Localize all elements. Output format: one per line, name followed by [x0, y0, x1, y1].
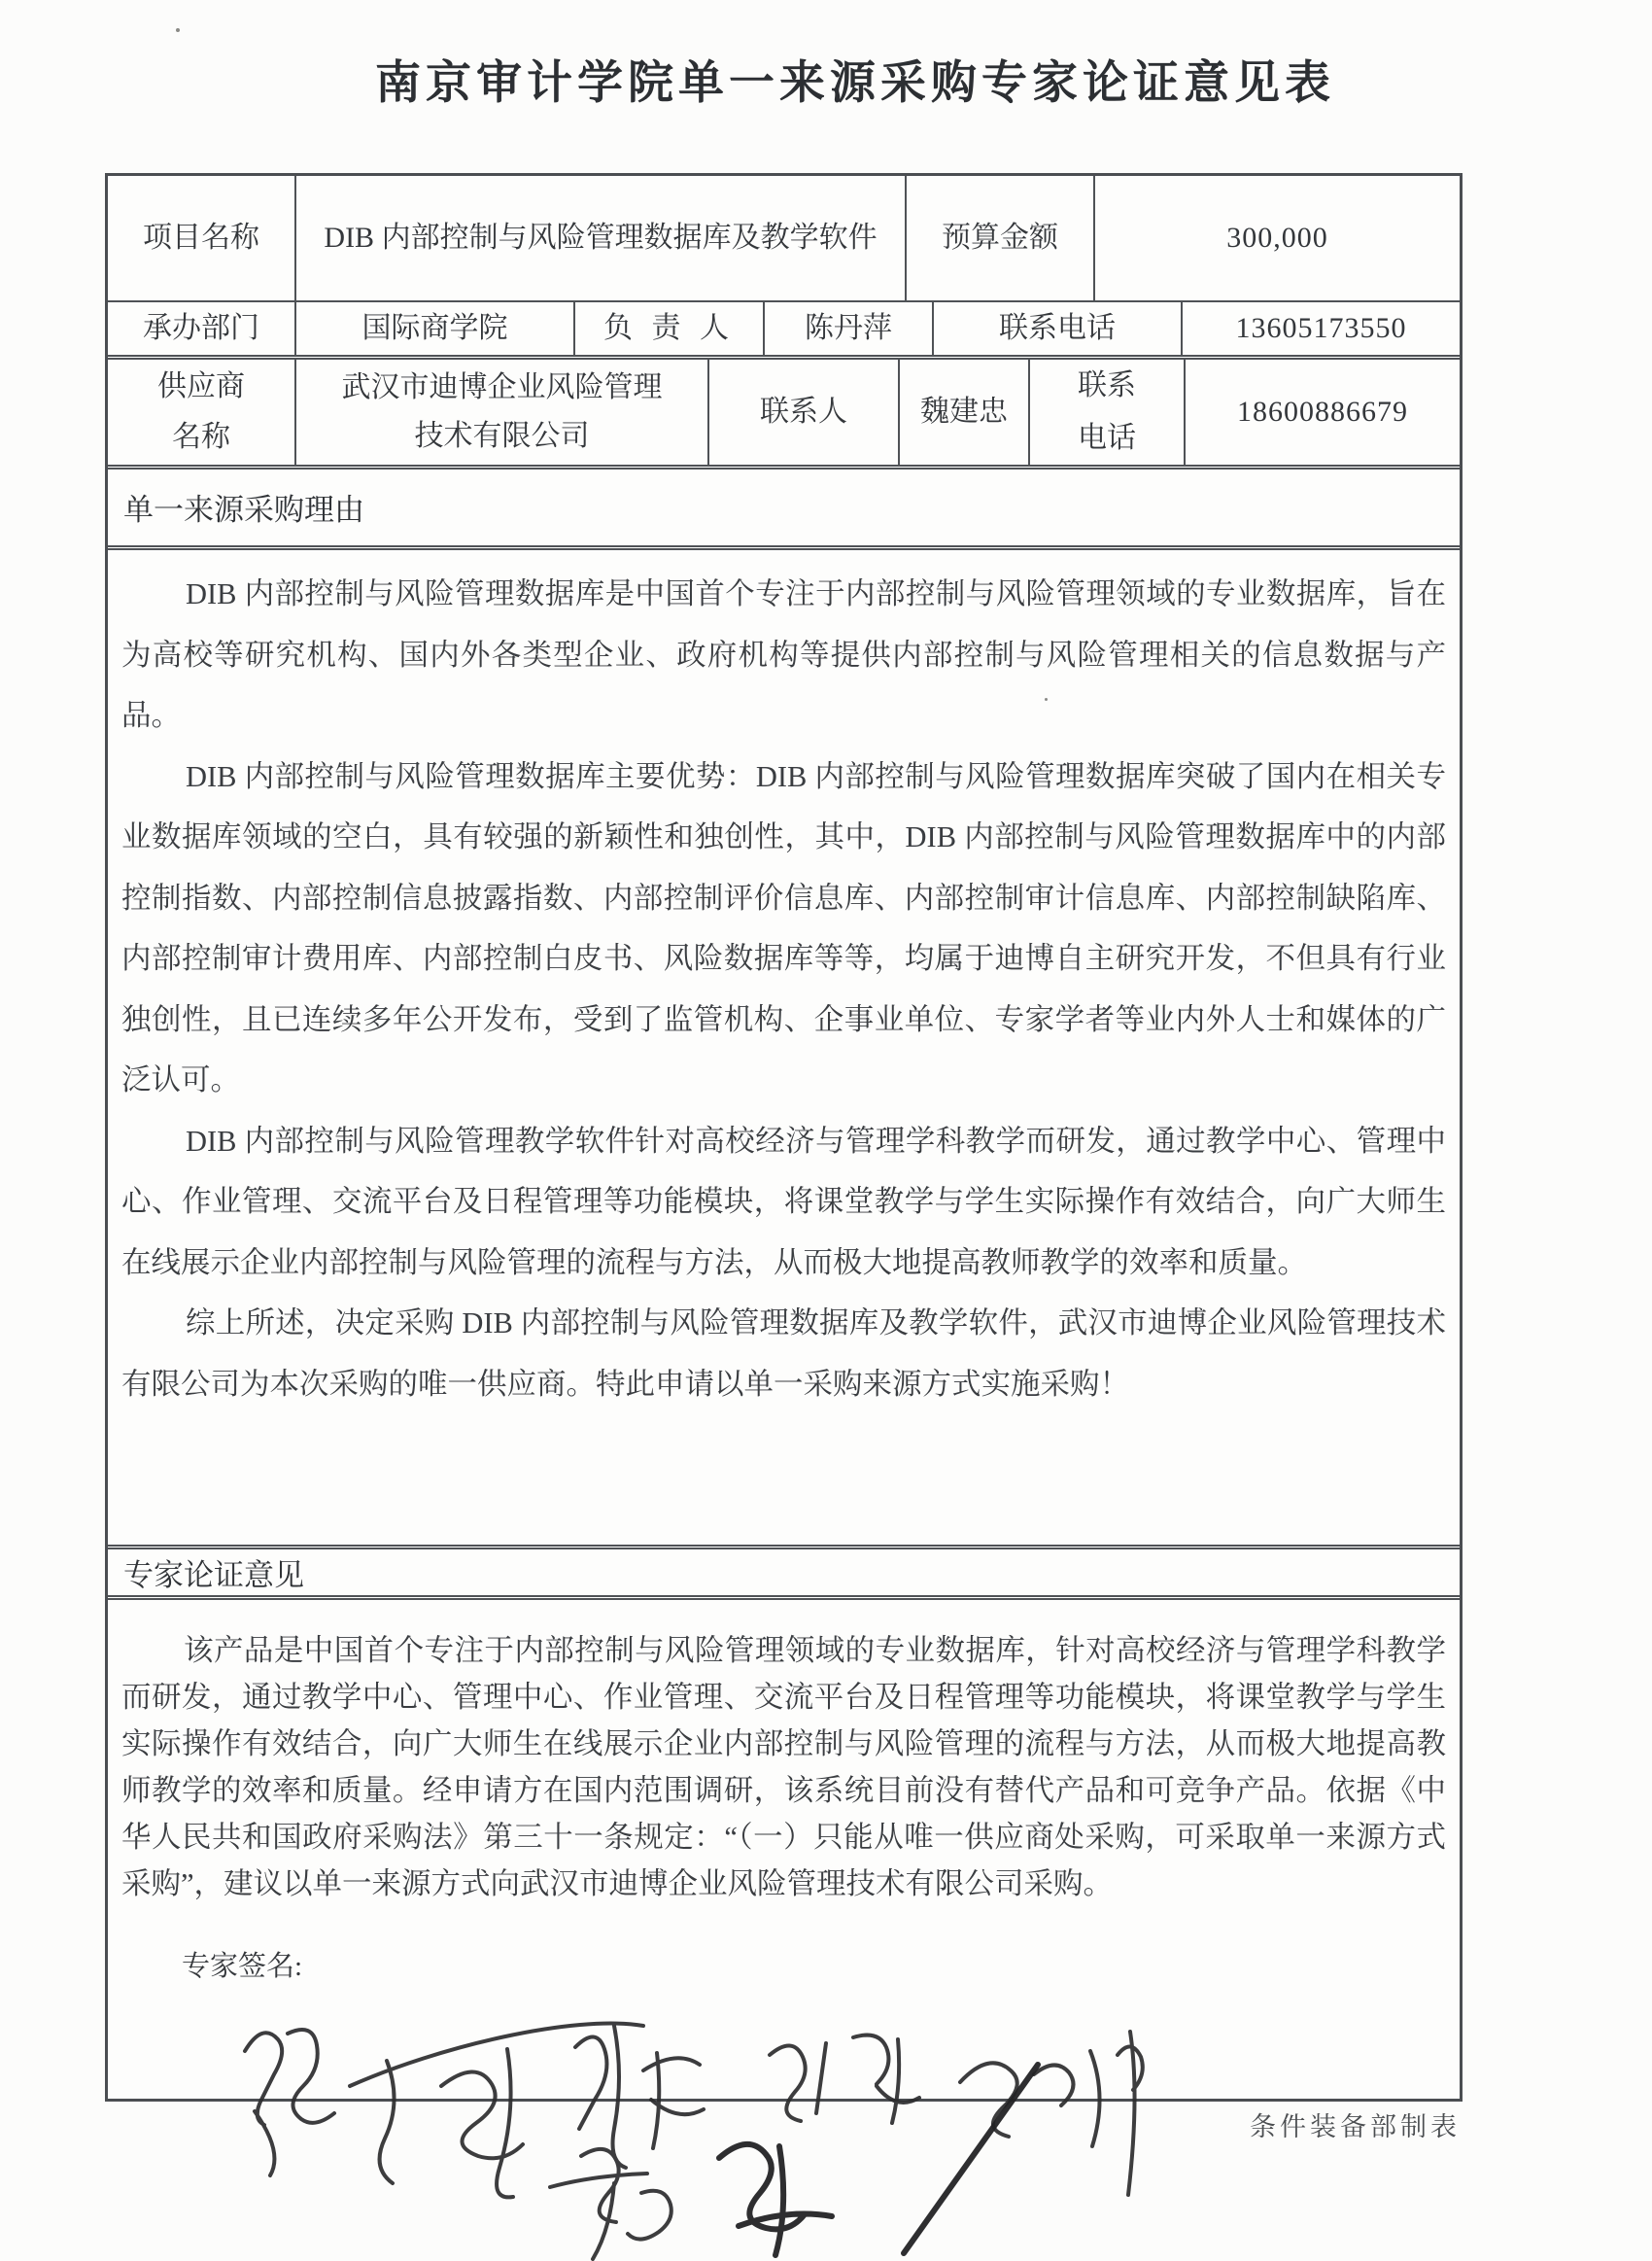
reason-paragraph-2: DIB 内部控制与风险管理数据库主要优势：DIB 内部控制与风险管理数据库突破了国内在相关专业数据库领域的空白，具有较强的新颖性和独创性，其中，DIB 内部控制与风险管理数据库中的内部控制指数、内部控制信息披露指数、内部控制评价信息库、内部控制审计信息库、内部控制缺陷库、内部控制审计费用库、内部控制白皮书、风险数据库等等，均属于迪博自主研究开发，不但具有行业独创性，且已连续多年公开发布，受到了监管机构、企事业单位、专家学者等业内外人士和媒体的广泛认可。: [121, 759, 1446, 1096]
reason-paragraph-4: 综上所述，决定采购 DIB 内部控制与风险管理数据库及教学软件，武汉市迪博企业风险管理技术有限公司为本次采购的唯一供应商。特此申请以单一采购来源方式实施采购！: [121, 1306, 1446, 1401]
project-name-value: DIB 内部控制与风险管理数据库及教学软件: [296, 176, 907, 300]
supplier-phone-value: 18600886679: [1237, 396, 1408, 428]
contact-value: 魏建忠: [900, 360, 1030, 465]
table-row-department: [108, 302, 1460, 360]
department-value: 国际商学院: [296, 302, 575, 355]
table-row-reason-header: [108, 470, 1460, 550]
table-row-supplier: [108, 360, 1460, 470]
supplier-label-line1: 供应商: [157, 370, 245, 402]
reason-text-block: [108, 550, 1460, 1545]
supplier-label-line2: 名称: [172, 421, 230, 453]
expert-text-block: [108, 1600, 1460, 2099]
reason-paragraph-3: DIB 内部控制与风险管理教学软件针对高校经济与管理学科教学而研发，通过教学中心、管理中心、作业管理、交流平台及日程管理等功能模块，将课堂教学与学生实际操作有效结合，向广大师生在线展示企业内部控制与风险管理的流程与方法，从而极大地提高教师教学的效率和质量。: [121, 1124, 1446, 1279]
manager-value: 陈丹萍: [765, 302, 934, 355]
supplier-phone-label-line2: 电话: [1078, 422, 1136, 454]
department-label: 承办部门: [108, 302, 296, 355]
table-row-expert-body: [108, 1600, 1460, 2099]
supplier-name-label: [108, 360, 296, 465]
supplier-name-value: [296, 360, 709, 465]
manager-label: 负 责 人: [575, 302, 765, 355]
scan-speck: [1045, 698, 1048, 701]
expert-signature-label: 专家签名:: [182, 1951, 303, 1982]
procurement-form-table: [105, 173, 1463, 2102]
department-phone-label: 联系电话: [934, 302, 1183, 355]
expert-section-header: 专家论证意见: [123, 1558, 304, 1592]
project-name-label: 项目名称: [108, 176, 296, 300]
expert-paragraph: 该产品是中国首个专注于内部控制与风险管理领域的专业数据库，针对高校经济与管理学科教学而研发，通过教学中心、管理中心、作业管理、交流平台及日程管理等功能模块，将课堂教学与学生实际操作有效结合，向广大师生在线展示企业内部控制与风险管理的流程与方法，从而极大地提高教师教学的效率和质量。经申请方在国内范围调研，该系统目前没有替代产品和可竞争产品。依据《中华人民共和国政府采购法》第三十一条规定：“（一）只能从唯一供应商处采购，可采取单一来源方式采购”，建议以单一来源方式向武汉市迪博企业风险管理技术有限公司采购。: [121, 1634, 1446, 1900]
footer-note: 条件装备部制表: [1250, 2112, 1461, 2141]
budget-label: 预算金额: [907, 176, 1095, 300]
contact-label: 联系人: [709, 360, 900, 465]
reason-section-header: 单一来源采购理由: [123, 493, 364, 527]
budget-value: 300,000: [1226, 222, 1328, 254]
page-title: 南京审计学院单一来源采购专家论证意见表: [375, 56, 1335, 108]
table-row-project: [108, 176, 1460, 302]
table-row-reason-body: [108, 550, 1460, 1549]
scan-speck: [176, 28, 180, 32]
reason-paragraph-1: DIB 内部控制与风险管理数据库是中国首个专注于内部控制与风险管理领域的专业数据库，旨在为高校等研究机构、国内外各类型企业、政府机构等提供内部控制与风险管理相关的信息数据与产品。: [121, 577, 1446, 732]
supplier-phone-label-line1: 联系: [1078, 369, 1136, 401]
department-phone-value: 13605173550: [1235, 312, 1407, 344]
supplier-name-line2: 技术有限公司: [414, 420, 590, 452]
table-row-expert-header: [108, 1549, 1460, 1600]
supplier-name-line1: 武汉市迪博企业风险管理: [341, 371, 663, 403]
supplier-phone-label: [1030, 360, 1186, 465]
